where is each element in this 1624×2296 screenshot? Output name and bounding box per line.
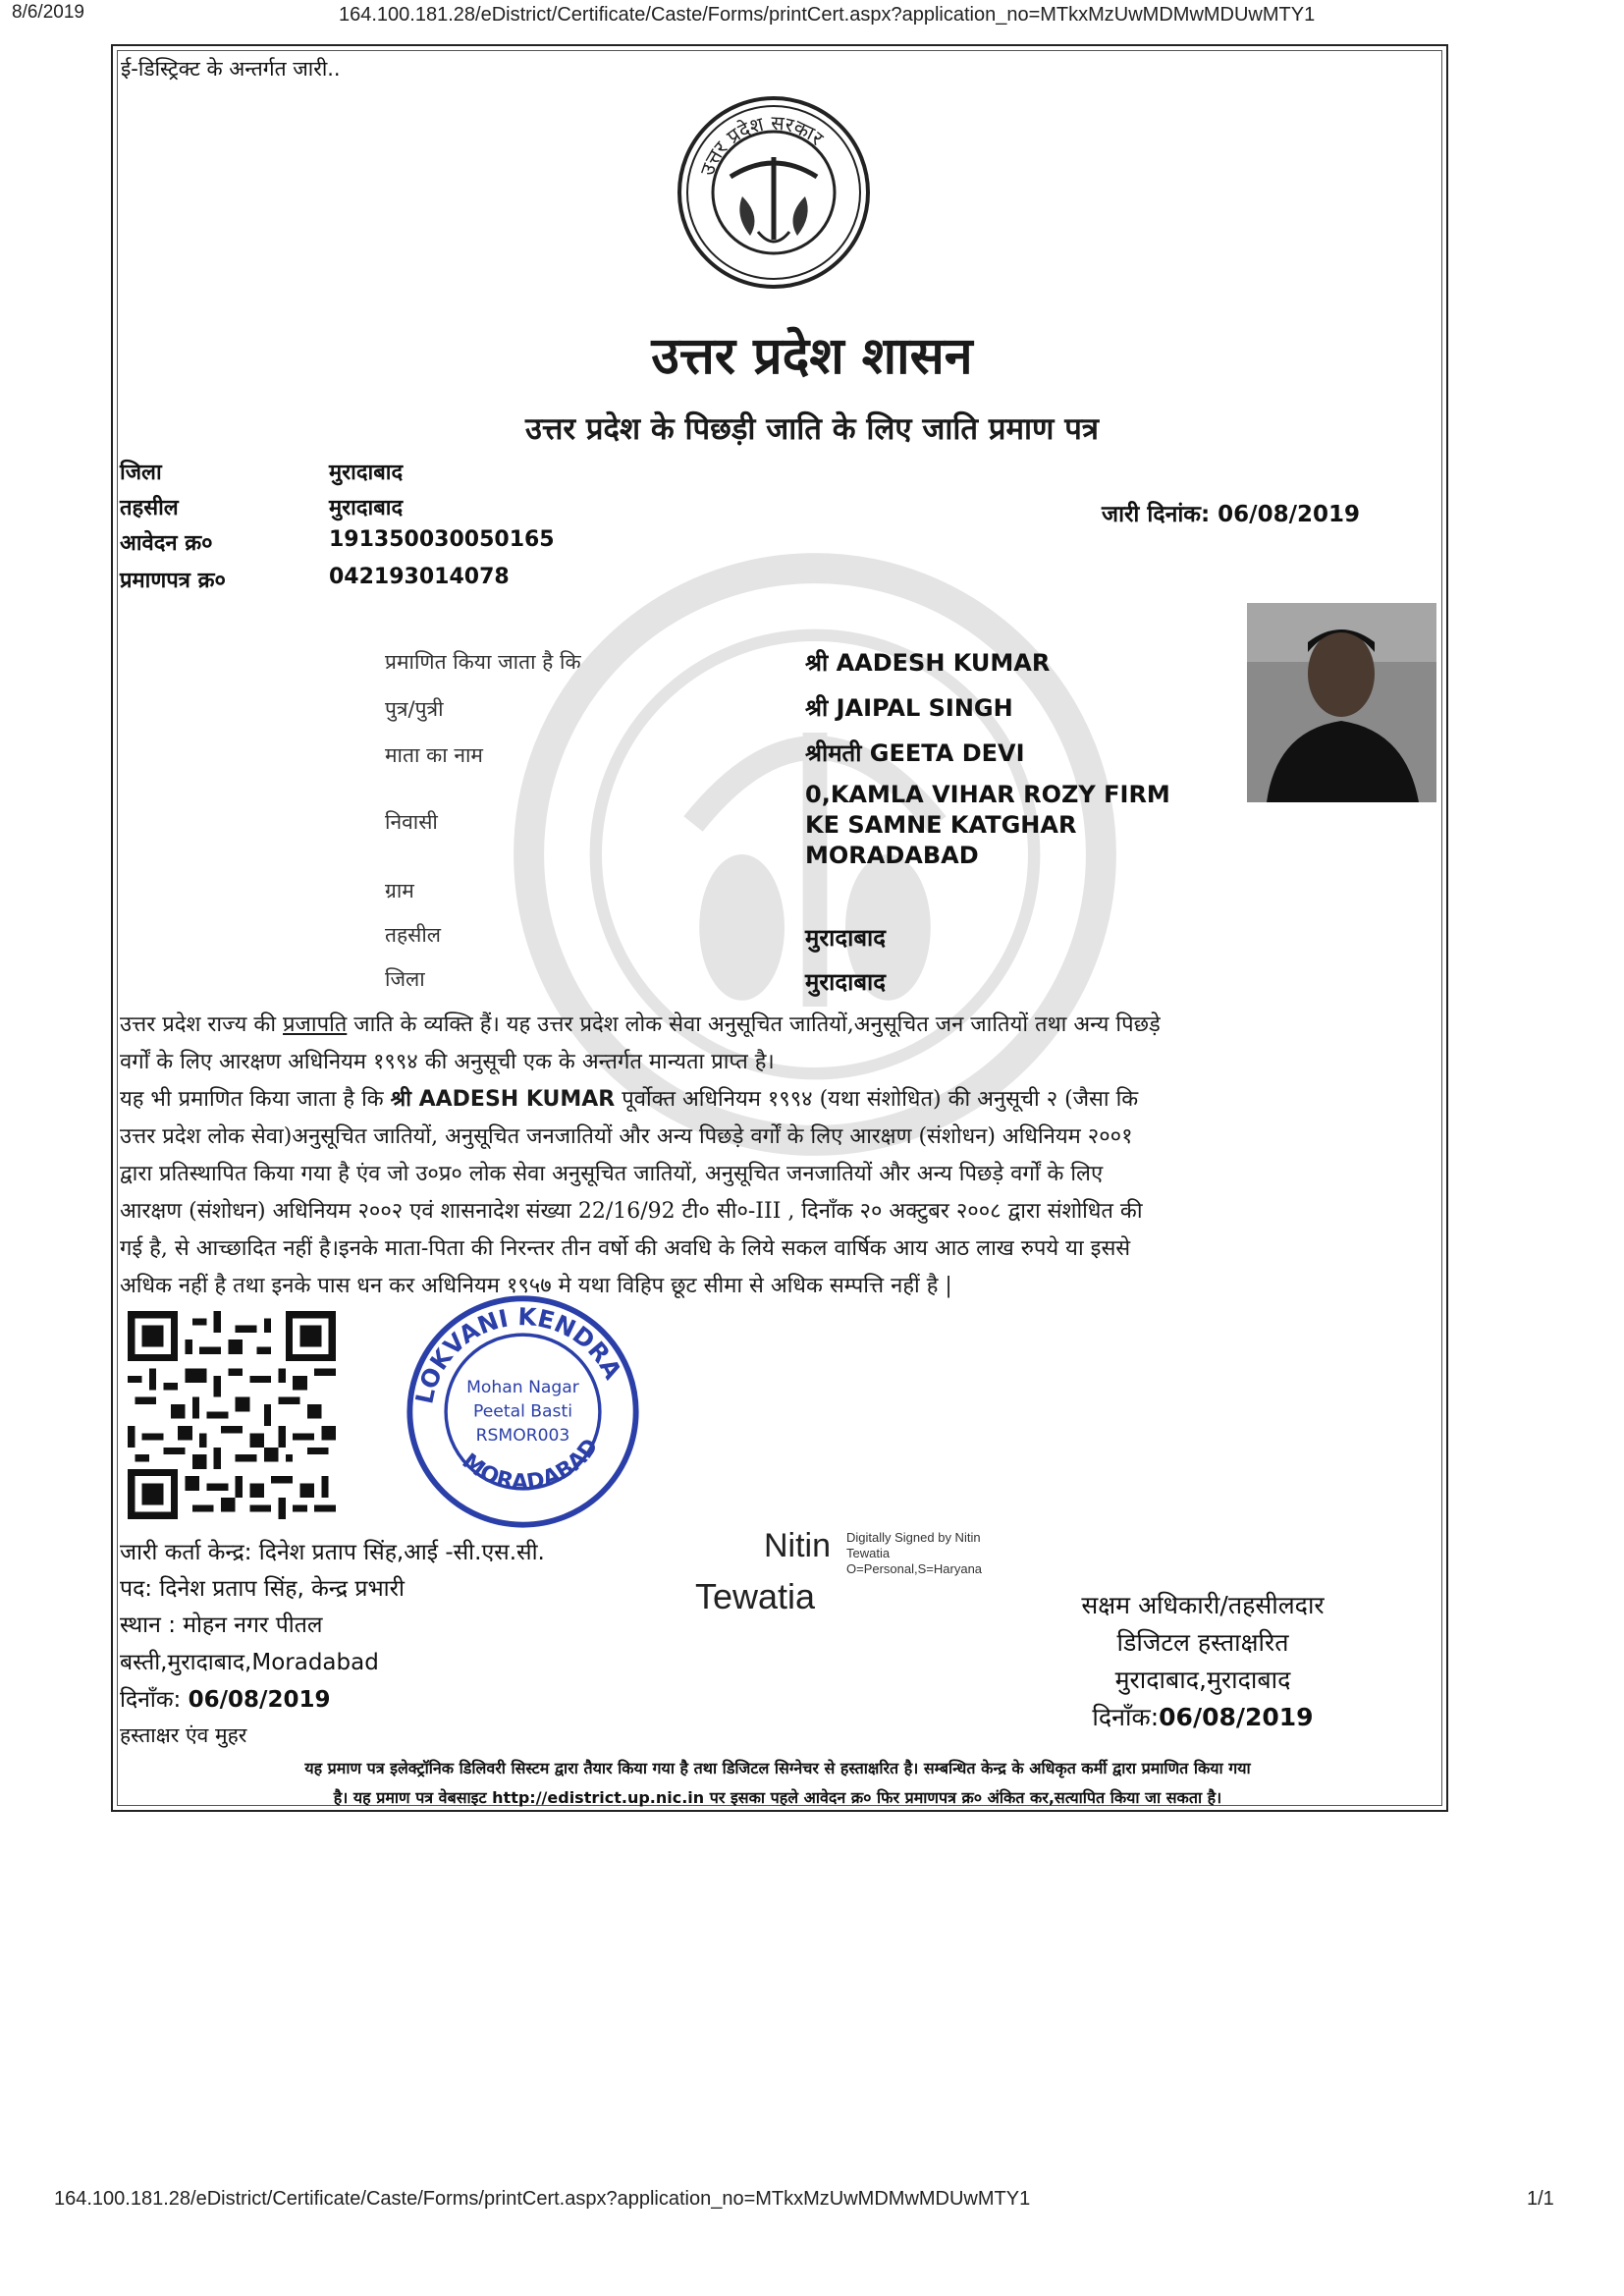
seal-line3: RSMOR003 bbox=[475, 1425, 570, 1446]
village-label: ग्राम bbox=[385, 879, 414, 902]
meta-application-value: 191350030050165 bbox=[329, 527, 555, 552]
paragraph-creamy-layer bbox=[120, 1081, 1426, 1305]
para2-line4: आरक्षण (संशोधन) अधिनियम २००२ एवं शासनादेश संख्या 22/16/92 टी० सी०-III , दिनाँक २० अक्टुबर २००८ द्वारा संशोधित की bbox=[120, 1199, 1143, 1224]
authority-title: सक्षम अधिकारी/तहसीलदार bbox=[1081, 1591, 1325, 1619]
para1-line2: वर्गों के लिए आरक्षण अधिनियम १९९४ की अनुसूची एक के अन्तर्गत मान्यता प्राप्त है। bbox=[120, 1050, 775, 1074]
father-name: श्री JAIPAL SINGH bbox=[805, 694, 1013, 722]
meta-tehsil-label: तहसील bbox=[120, 496, 179, 520]
para2-line5: गई है, से आच्छादित नहीं है।इनके माता-पिता की निरन्तर तीन वर्षो की अवधि के लिये सकल वार्षिक आय आठ लाख रुपये या इससे bbox=[120, 1236, 1131, 1261]
meta-application-label: आवेदन क्र० bbox=[120, 531, 213, 556]
field-district-value: मुरादाबाद bbox=[805, 968, 887, 996]
seal-top-text: LOKVANI KENDRA bbox=[409, 1301, 628, 1406]
para2-line3: द्वारा प्रतिस्थापित किया गया है एंव जो उ०प्र० लोक सेवा अनुसूचित जातियों, अनुसूचित जनजातियों और अन्य पिछड़े वर्गों के लिए bbox=[120, 1162, 1104, 1186]
footnote-line2: है। यह प्रमाण पत्र वेबसाइट http://edistrict.up.nic.in पर इसका पहले आवेदन क्र० फिर प्रमाणपत्र क्र० अंकित कर,सत्यापित किया जा सकता है। bbox=[333, 1788, 1222, 1807]
meta-tehsil-value: मुरादाबाद bbox=[329, 496, 404, 520]
authority-digital: डिजिटल हस्ताक्षरित bbox=[1116, 1628, 1289, 1657]
resident-label: निवासी bbox=[385, 810, 438, 834]
address-line2: KE SAMNE KATGHAR bbox=[805, 811, 1077, 839]
signature-meta2: Tewatia bbox=[846, 1546, 891, 1560]
issuer-date bbox=[120, 1682, 330, 1714]
para2-prefix: यह भी प्रमाणित किया जाता है कि bbox=[120, 1087, 391, 1112]
issued-under-text: ई-डिस्ट्रिक्ट के अन्तर्गत जारी.. bbox=[121, 57, 341, 81]
address-line1: 0,KAMLA VIHAR ROZY FIRM bbox=[805, 781, 1170, 808]
qr-code-icon bbox=[128, 1311, 336, 1519]
son-of-label: पुत्र/पुत्री bbox=[385, 697, 444, 721]
issuer-date-value: 06/08/2019 bbox=[188, 1687, 331, 1713]
field-district-label: जिला bbox=[385, 967, 425, 991]
footnote-line1: यह प्रमाण पत्र इलेक्ट्रॉनिक डिलिवरी सिस्टम द्वारा तैयार किया गया है तथा डिजिटल सिग्नेचर से हस्ताक्षरित है। सम्बन्धित केन्द्र के अधिकृत कर्मी द्वारा प्रमाणित किया गया bbox=[304, 1759, 1251, 1777]
applicant-photo bbox=[1247, 603, 1436, 802]
up-government-emblem-icon bbox=[676, 94, 872, 291]
meta-cert-no-value: 042193014078 bbox=[329, 565, 510, 589]
signature-name2: Tewatia bbox=[695, 1576, 816, 1616]
signature-meta1: Digitally Signed by Nitin bbox=[846, 1530, 981, 1545]
issue-date-value: 06/08/2019 bbox=[1218, 502, 1360, 527]
authority-date-value: 06/08/2019 bbox=[1159, 1703, 1314, 1731]
issue-date-label: जारी दिनांक: bbox=[1102, 502, 1211, 527]
seal-bottom-text: MORADABAD bbox=[457, 1434, 604, 1496]
para1-suffix: जाति के व्यक्ति हैं। यह उत्तर प्रदेश लोक सेवा अनुसूचित जातियों,अनुसूचित जन जातियों तथा अन्य पिछड़े bbox=[347, 1012, 1161, 1037]
issuer-center: जारी कर्ता केन्द्र: दिनेश प्रताप सिंह,आई -सी.एस.सी. bbox=[120, 1540, 545, 1565]
issuer-date-label: दिनाँक: bbox=[120, 1687, 182, 1713]
address-block bbox=[805, 780, 1170, 871]
field-tehsil-label: तहसील bbox=[385, 923, 441, 947]
mother-label: माता का नाम bbox=[385, 743, 483, 767]
print-url-bottom: 164.100.181.28/eDistrict/Certificate/Caste/Forms/printCert.aspx?application_no=MTkxMzUwMDMwMDUwMTY1 bbox=[54, 2188, 1031, 2210]
issuer-sign-label: हस्ताक्षर एंव मुहर bbox=[120, 1723, 247, 1747]
para2-suffix: पूर्वोक्त अधिनियम १९९४ (यथा संशोधित) की अनुसूची २ (जैसा कि bbox=[615, 1087, 1139, 1112]
authority-date-label: दिनाँक: bbox=[1092, 1703, 1160, 1731]
seal-line2: Peetal Basti bbox=[473, 1401, 572, 1422]
authority-location: मुरादाबाद,मुरादाबाद bbox=[1114, 1666, 1291, 1694]
para2-line6: अधिक नहीं है तथा इनके पास धन कर अधिनियम १९५७ मे यथा विहिप छूट सीमा से अधिक सम्पत्ति नहीं है | bbox=[120, 1274, 952, 1298]
signature-name1: Nitin bbox=[764, 1527, 832, 1564]
applicant-name: श्री AADESH KUMAR bbox=[805, 649, 1051, 677]
issuer-post: पद: दिनेश प्रताप सिंह, केन्द्र प्रभारी bbox=[120, 1576, 405, 1602]
certificate-title: उत्तर प्रदेश शासन bbox=[651, 326, 973, 386]
para1-prefix: उत्तर प्रदेश राज्य की bbox=[120, 1012, 284, 1037]
para2-name: श्री AADESH KUMAR bbox=[390, 1087, 616, 1112]
meta-district-value: मुरादाबाद bbox=[329, 461, 404, 485]
emblem-text: उत्तर प्रदेश सरकार bbox=[694, 110, 829, 179]
issuer-place: स्थान : मोहन नगर पीतल bbox=[120, 1613, 323, 1638]
meta-cert-no-label: प्रमाणपत्र क्र० bbox=[120, 569, 226, 593]
authority-date bbox=[1041, 1700, 1365, 1733]
print-date: 8/6/2019 bbox=[12, 2, 84, 23]
meta-district-label: जिला bbox=[120, 461, 162, 485]
para2-line2: उत्तर प्रदेश लोक सेवा)अनुसूचित जातियों, अनुसूचित जनजातियों और अन्य पिछड़े वर्गों के लिए आरक्षण (संशोधन) अधिनियम २००१ bbox=[120, 1124, 1133, 1149]
mother-name: श्रीमती GEETA DEVI bbox=[805, 739, 1025, 767]
issue-date bbox=[1102, 497, 1360, 528]
lokvani-kendra-seal-icon bbox=[403, 1291, 643, 1532]
certify-label: प्रमाणित किया जाता है कि bbox=[385, 650, 581, 674]
print-page-count: 1/1 bbox=[1527, 2188, 1554, 2210]
caste-name: प्रजापति bbox=[283, 1012, 348, 1037]
signature-meta bbox=[846, 1530, 982, 1577]
print-url-top: 164.100.181.28/eDistrict/Certificate/Caste/Forms/printCert.aspx?application_no=MTkxMzUwMDMwMDUwMTY1 bbox=[339, 4, 1316, 26]
issuer-place2: बस्ती,मुरादाबाद,Moradabad bbox=[120, 1650, 379, 1675]
address-line3: MORADABAD bbox=[805, 842, 979, 869]
field-tehsil-value: मुरादाबाद bbox=[805, 924, 887, 952]
paragraph-caste bbox=[120, 1007, 1426, 1081]
certificate-subtitle: उत्तर प्रदेश के पिछड़ी जाति के लिए जाति प्रमाण पत्र bbox=[525, 411, 1099, 447]
footnote bbox=[120, 1754, 1435, 1813]
seal-line1: Mohan Nagar bbox=[466, 1377, 579, 1397]
signature-meta3: O=Personal,S=Haryana bbox=[846, 1561, 983, 1576]
